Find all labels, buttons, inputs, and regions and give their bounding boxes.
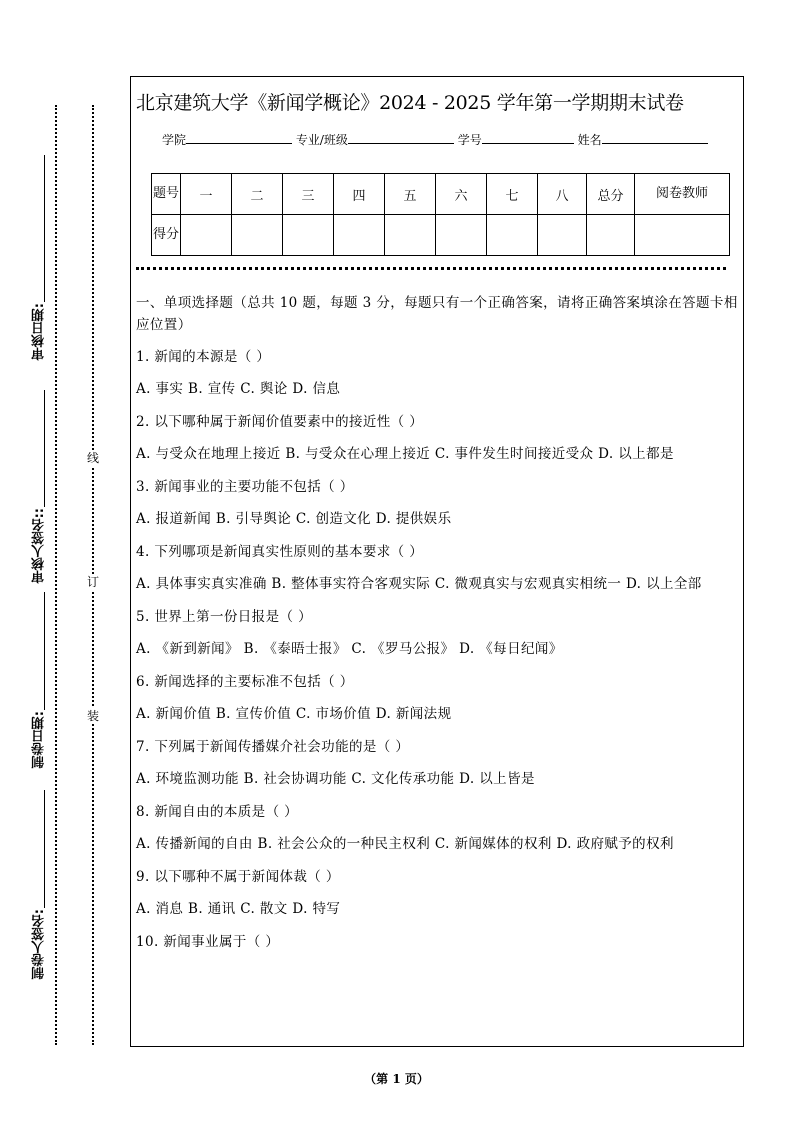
question-text: 3. 新闻事业的主要功能不包括（ ） (136, 479, 354, 495)
question-options: A. 环境监测功能 B. 社会协调功能 C. 文化传承功能 D. 以上皆是 (136, 771, 535, 787)
signature-line (44, 155, 45, 302)
paper-date-label: 制卷日期: (32, 711, 47, 769)
question-text: 7. 下列属于新闻传播媒介社会功能的是（ ） (136, 739, 410, 755)
question-section (136, 292, 741, 964)
question-text: 5. 世界上第一份日报是（ ） (136, 609, 312, 625)
score-cell[interactable] (538, 215, 587, 256)
question-text: 4. 下列哪项是新闻真实性原则的基本要求（ ） (136, 544, 424, 560)
section-heading: 一、单项选择题（总共 10 题，每题 3 分，每题只有一个正确答案，请将正确答案填涂在答题卡相应位置） (136, 295, 738, 333)
question-options: A. 《新到新闻》 B. 《泰晤士报》 C. 《罗马公报》 D. 《每日纪闻》 (136, 641, 563, 657)
question-text: 1. 新闻的本源是（ ） (136, 349, 271, 365)
reviewer-signature-label: 审核人签名:: (32, 508, 47, 584)
question-options: A. 具体事实真实准确 B. 整体事实符合客观实际 C. 微观真实与宏观真实相统一 D. 以上全部 (136, 576, 702, 592)
score-table-header-row (152, 174, 730, 215)
score-cell[interactable] (232, 215, 283, 256)
question-text: 2. 以下哪种属于新闻价值要素中的接近性（ ） (136, 414, 424, 430)
major-class-blank[interactable] (348, 131, 454, 144)
name-blank[interactable] (602, 131, 708, 144)
table-cell: 八 (538, 174, 587, 215)
table-cell: 题号 (152, 174, 181, 215)
question-text: 9. 以下哪种不属于新闻体裁（ ） (136, 869, 340, 885)
student-id-blank[interactable] (482, 131, 574, 144)
table-cell: 四 (334, 174, 385, 215)
question-options: A. 消息 B. 通讯 C. 散文 D. 特写 (136, 901, 341, 917)
dotted-separator (136, 267, 726, 270)
score-cell[interactable] (283, 215, 334, 256)
student-id-label: 学号 (457, 133, 482, 147)
exam-title: 北京建筑大学《新闻学概论》2024 - 2025 学年第一学期期末试卷 (136, 92, 684, 114)
major-class-label: 专业/班级 (295, 133, 348, 147)
signature-line (44, 592, 45, 710)
question-options: A. 新闻价值 B. 宣传价值 C. 市场价值 D. 新闻法规 (136, 706, 452, 722)
binding-mark-line: 线 (87, 451, 100, 465)
question-text: 10. 新闻事业属于（ ） (136, 934, 280, 950)
college-blank[interactable] (186, 131, 292, 144)
score-cell[interactable] (385, 215, 436, 256)
question-options: A. 传播新闻的自由 B. 社会公众的一种民主权利 C. 新闻媒体的权利 D. 政府赋予的权利 (136, 836, 674, 852)
question-options: A. 事实 B. 宣传 C. 舆论 D. 信息 (136, 381, 341, 397)
signature-line (44, 790, 45, 908)
student-info-row (162, 131, 708, 148)
score-cell[interactable] (587, 215, 635, 256)
table-cell: 二 (232, 174, 283, 215)
binding-mark-bind: 装 (87, 709, 100, 723)
paper-maker-signature-label: 制卷人签名: (32, 909, 47, 980)
question-text: 6. 新闻选择的主要标准不包括（ ） (136, 674, 354, 690)
score-cell[interactable] (334, 215, 385, 256)
binding-mark-staple: 订 (87, 575, 100, 589)
question-options: A. 报道新闻 B. 引导舆论 C. 创造文化 D. 提供娱乐 (136, 511, 452, 527)
table-cell: 一 (181, 174, 232, 215)
signature-line (44, 390, 45, 507)
score-cell[interactable] (635, 215, 730, 256)
review-date-label: 审核日期: (32, 303, 47, 361)
score-table-score-row (152, 215, 730, 256)
score-cell[interactable] (436, 215, 487, 256)
table-cell: 阅卷教师 (635, 174, 730, 215)
name-label: 姓名 (577, 133, 602, 147)
table-cell: 得分 (152, 215, 181, 256)
table-cell: 五 (385, 174, 436, 215)
college-label: 学院 (162, 133, 187, 147)
score-table (151, 173, 730, 256)
table-cell: 总分 (587, 174, 635, 215)
table-cell: 三 (283, 174, 334, 215)
table-cell: 六 (436, 174, 487, 215)
table-cell: 七 (487, 174, 538, 215)
binding-dotted-line (55, 105, 57, 1045)
question-text: 8. 新闻自由的本质是（ ） (136, 804, 299, 820)
page-number: （第 1 页） (364, 1072, 429, 1086)
question-options: A. 与受众在地理上接近 B. 与受众在心理上接近 C. 事件发生时间接近受众 D. 以上都是 (136, 446, 674, 462)
score-cell[interactable] (487, 215, 538, 256)
score-cell[interactable] (181, 215, 232, 256)
